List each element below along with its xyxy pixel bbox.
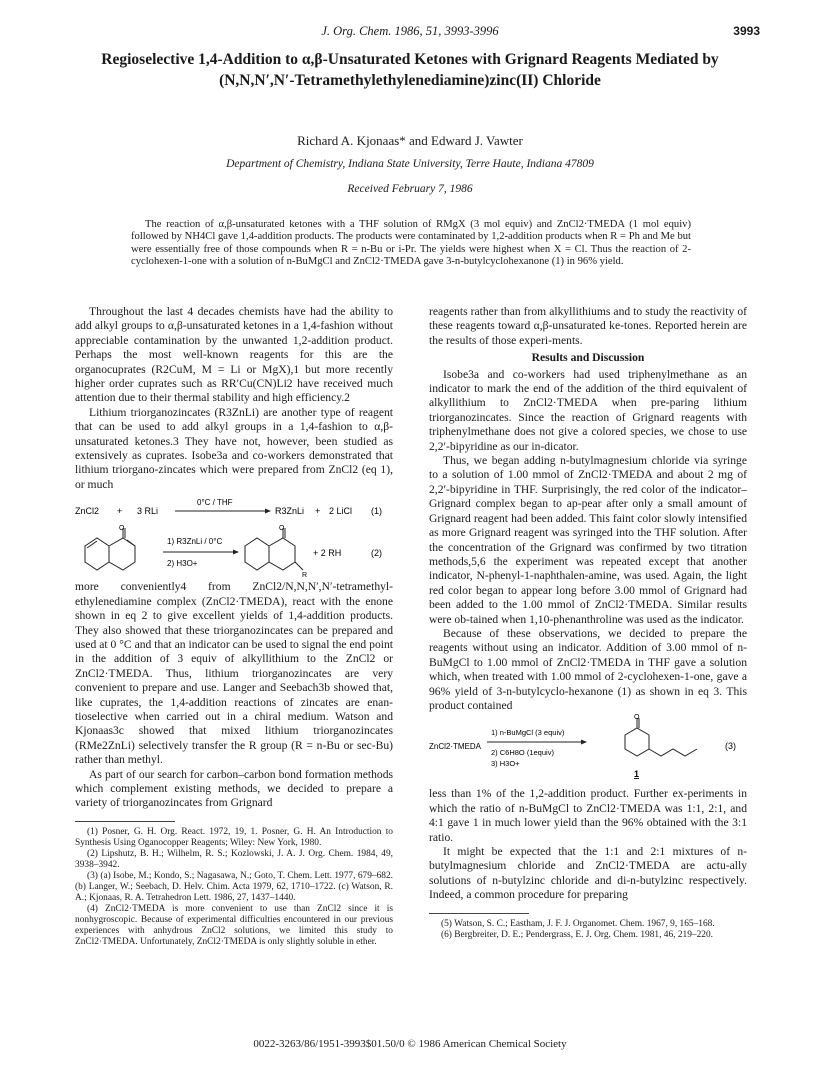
journal-citation: J. Org. Chem. 1986, 51, 3993-3996 (321, 24, 499, 38)
paragraph: Throughout the last 4 decades chemists have had the ability to add alkyl groups to α,β-unsaturated ketones in a 1,4-fashion without appreciable contamination by the unwanted 1,2-addition product. Perhaps the most well-known reagents for this are the organocuprates (R2CuM, M = Li or MgX),1 but more recently higher order cuprates such as RR′Cu(CN)Li2 have received much attention due to their thermal stability and high efficiency.2 (75, 305, 393, 405)
eq1-plus2: + (315, 506, 321, 517)
equation-1-graphic (75, 492, 393, 524)
footnotes (75, 827, 393, 948)
equation-3 (429, 713, 747, 787)
eq3-compound-label: 1 (634, 769, 640, 780)
eq2-byproduct: + 2 RH (313, 548, 342, 559)
eq3-arrowhead (581, 740, 587, 745)
footnote-rule (75, 821, 175, 822)
affiliation: Department of Chemistry, Indiana State University, Terre Haute, Indiana 47809 (226, 158, 594, 170)
footnote: (3) (a) Isobe, M.; Kondo, S.; Nagasawa, N.; Goto, T. Chem. Lett. 1977, 679–682. (b) Langer, W.; Seebach, D. Helv. Chim. Acta 1979, 62, 1710–1722. (c) Watson, R. A.; Kjonaas, R. A. Tetrahedron Lett. 1986, 27, 1437–1440. (75, 870, 393, 903)
eq3-product-structure (625, 718, 697, 756)
equation-2-graphic (75, 524, 393, 580)
footnote: (1) Posner, G. H. Org. React. 1972, 19, 1. Posner, G. H. An Introduction to Synthesis Using Oganocopper Reagents; Wiley: New York, 1980. (75, 826, 393, 848)
eq2-oxygen: O (119, 525, 125, 533)
eq1-number: (1) (371, 506, 382, 517)
copyright-footer: 0022-3263/86/1951-3993$01.50/0 © 1986 American Chemical Society (253, 1038, 567, 1050)
eq3-step2: 2) C6H8O (1equiv) (491, 748, 554, 758)
footnote: (4) ZnCl2·TMEDA is more convenient to use than ZnCl2 since it is nonhygroscopic. Because of experimental difficulties encountered in our previous experiences with anhydrous ZnCl2 solutions, we limited this study to ZnCl2·TMEDA. Unfortunately, ZnCl2·TMEDA is only slightly soluble in ether. (75, 903, 393, 947)
right-column (429, 305, 747, 941)
eq1-product1: R3ZnLi (275, 506, 305, 517)
paragraph: Isobe3a and co-workers had used triphenylmethane as an indicator to mark the end of the addition of the third equivalent of alkyllithium to ZnCl2·TMEDA when pre-paring lithium triorganozincates. Since the reaction of Grignard reagents with triphenylmethane does not give a colored species, we chose to use 2,2′-bipyridine as our in-dicator. (429, 367, 747, 453)
eq2-number: (2) (371, 548, 382, 559)
footnotes (429, 919, 747, 941)
section-heading: Results and Discussion (531, 351, 645, 365)
eq2-step2: 2) H3O+ (167, 559, 198, 569)
abstract: The reaction of α,β-unsaturated ketones with a THF solution of RMgX (3 mol equiv) and ZnCl2·TMEDA (1 mol equiv) followed by NH4Cl gave 1,4-addition products. The products were contaminated by 1,2-addition products when R = Ph and Me but were essentially free of those compounds when R = n-Bu or i-Pr. The yields were highest when X = Cl. Thus the reaction of 2-cyclohexen-1-one with a solution of n-BuMgCl and ZnCl2·TMEDA gave 3-n-butylcyclohexanone (1) in 96% yield. (131, 219, 691, 267)
eq2-arrowhead (233, 550, 239, 555)
paragraph: Thus, we began adding n-butylmagnesium chloride via syringe to a solution of 1.00 mmol of ZnCl2·TMEDA and about 2 mg of 2,2′-bipyridine in THF. Surprisingly, the red color of the indicator–Grignard complex began to ap-pear after only a small amount of Grignard reagent had been added. This faint color slowly intensified as more Grignard reagent was syringed into the THF solution. After the concentration of the Grignard was confirmed by two titration methods,5,6 the experiment was repeated except that another indicator, N-phenyl-1-naphthalen-amine, was used. Again, the light red color began to appear long before 3.00 mmol of Grignard had been added to the 1.00 mmol of ZnCl2·TMEDA. Similar results were ob-tained when 1,10-phenanthroline was used as the indicator. (429, 454, 747, 626)
paragraph: Because of these observations, we decided to prepare the reagents without using an indicator. Addition of 3.00 mmol of n-BuMgCl to 1.00 mmol of ZnCl2·TMEDA in THF gave a solution which, when treated with 1.00 mmol of 2-cyclohexen-1-one, gave a 96% yield of 3-n-butylcyclo-hexanone (1) as shown in eq 3. This product contained (429, 626, 747, 712)
left-column (75, 305, 393, 948)
eq1-arrowhead (265, 509, 271, 514)
equation-2 (75, 524, 393, 580)
equation-3-graphic (429, 713, 747, 787)
footnote-rule (429, 913, 529, 914)
footnote: (2) Lipshutz, B. H.; Wilhelm, R. S.; Kozlowski, J. A. J. Org. Chem. 1984, 49, 3938–3942. (75, 848, 393, 870)
article-title: Regioselective 1,4-Addition to α,β-Unsaturated Ketones with Grignard Reagents Mediated by (N,N,N′,N′-Tetramethylethylenediamine)zinc(II) Chloride (101, 51, 719, 89)
paragraph: less than 1% of the 1,2-addition product. Further ex-periments in which the ratio of n-BuMgCl to ZnCl2·TMEDA was 1:1, 2:1, and 4:1 gave 1 in much lower yield than the 96% obtained with the 3:1 ratio. (429, 787, 747, 844)
paragraph: more conveniently4 from ZnCl2/N,N,N′,N′-tetramethyl-ethylenediamine complex (ZnCl2·TMEDA), react with the enone shown in eq 2 to give excellent yields of 1,4-addition products. They also showed that these triorganozincates can be prepared and used at 0 °C and that an indicator can be used to signal the end point in the addition of 3 equiv of alkyllithium to the ZnCl2 or ZnCl2·TMEDA. Thus, lithium triorganozincates are very convenient to prepare and use. Langer and Seebach3b showed that, like cuprates, the 1,4-addition reactions of zincates are enan-tioselective when carried out in a chiral medium. Watson and Kjonaas3c showed that mixed lithium triorganozincates (RMe2ZnLi) selectively transfer the R group (R = n-Bu or sec-Bu) rather than methyl. (75, 580, 393, 767)
eq1-reactant1: ZnCl2 (75, 506, 100, 517)
paragraph: It might be expected that the 1:1 and 2:1 mixtures of n-butylmagnesium chloride and ZnCl2·TMEDA are actu-ally solutions of n-butylzinc chloride and di-n-butylzinc respectively. Indeed, a common procedure for preparing (429, 845, 747, 902)
eq1-reactant2: 3 RLi (137, 506, 159, 517)
eq3-step1: 1) n-BuMgCl (3 equiv) (491, 728, 565, 738)
eq2-enone-structure (85, 528, 135, 570)
running-header (60, 24, 760, 42)
eq3-oxygen: O (634, 714, 640, 722)
eq3-number: (3) (725, 741, 736, 752)
eq1-condition: 0°C / THF (197, 498, 233, 508)
paragraph: reagents rather than from alkyllithiums and to study the reactivity of these reagents toward α,β-unsaturated ke-tones. Reported herein are the results of those experi-ments. (429, 305, 747, 347)
eq2-r-label: R (302, 572, 308, 580)
paragraph: Lithium triorganozincates (R3ZnLi) are another type of reagent that can be used to add alkyl groups in a 1,4-fashion to α,β-unsaturated ketones.3 They have not, however, been studied as extensively as cuprates. Isobe3a and co-workers demonstrated that lithium triorgano-zincates which were prepared from ZnCl2 (eq 1), or much (75, 405, 393, 491)
eq3-step3: 3) H3O+ (491, 759, 520, 769)
received-date: Received February 7, 1986 (347, 183, 473, 195)
eq2-product-oxygen: O (279, 525, 285, 533)
eq1-product2: 2 LiCl (329, 506, 353, 517)
page-number: 3993 (733, 24, 760, 38)
equation-1 (75, 492, 393, 524)
eq2-step1: 1) R3ZnLi / 0°C (167, 537, 223, 547)
footnote: (6) Bergbreiter, D. E.; Pendergrass, E. J. Org. Chem. 1981, 46, 219–220. (441, 929, 713, 940)
footnote: (5) Watson, S. C.; Eastham, J. F. J. Organomet. Chem. 1967, 9, 165–168. (441, 918, 715, 929)
eq2-product-structure (245, 528, 303, 570)
eq1-plus1: + (117, 506, 123, 517)
eq3-reagent: ZnCl2·TMEDA (429, 742, 482, 752)
paragraph: As part of our search for carbon–carbon bond formation methods which complement existing methods, we decided to prepare a variety of triorganozincates from Grignard (75, 767, 393, 810)
authors: Richard A. Kjonaas* and Edward J. Vawter (297, 133, 523, 148)
